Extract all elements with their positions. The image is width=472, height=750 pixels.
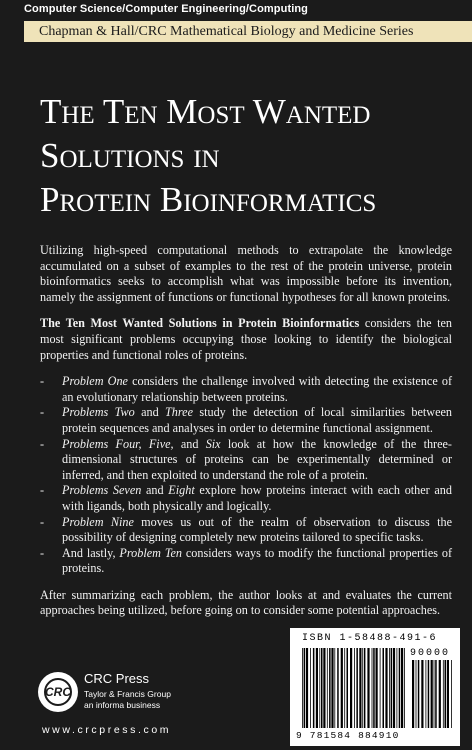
problem-text: explore how proteins interact with each other and with ligands, both physically and logically. [62,483,452,513]
problem-list [40,374,452,577]
barcode-bar [412,660,414,728]
barcode-bar [391,648,393,728]
barcode-main [302,648,406,728]
barcode-bar [327,648,328,728]
intro-paragraph: Utilizing high-speed computational methods to extrapolate the knowledge accumulated on a subset of examples to the rest of the protein universe, protein bioinformatics seeks to accomplish what was impossible before its invention, namely the assignment of functions or functional hypotheses for all known proteins. [40,243,452,304]
barcode-bar [401,648,403,728]
isbn-addon-code: 90000 [409,648,450,659]
barcode-bar [306,648,308,728]
problem-text: study the detection of local similarities between protein sequences and analyses in order to determine functional assignment. [62,405,452,435]
barcode-bar [439,660,441,728]
barcode-bar [331,648,333,728]
barcode-bar [435,660,437,728]
barcode-bar [316,648,318,728]
list-item [40,483,452,514]
list-item [40,515,452,546]
title-line-2: Solutions in [40,136,220,175]
barcode-bar [428,660,430,728]
barcode-bar [416,660,417,728]
barcode-bar [434,660,435,728]
isbn-barcode-box [290,628,460,746]
problem-name: Eight [168,483,195,498]
barcode-bar [321,648,323,728]
barcode-bar [319,648,320,728]
summary-paragraph [40,316,452,363]
publisher-website[interactable]: www.crcpress.com [42,724,172,736]
problem-text: considers the challenge involved with detecting the existence of an evolutionary relationship between proteins. [62,374,452,404]
barcode-bar [341,648,343,728]
closing-paragraph: After summarizing each problem, the author looks at and evaluates the current approaches being utilized, before going on to consider some potential approaches. [40,587,452,618]
barcode-bar [344,648,345,728]
problem-prefix: And lastly, [62,545,120,560]
barcode-bar [323,648,325,728]
barcode-bar [451,660,452,728]
barcode-bar [443,660,444,728]
problem-name: Problems Seven [62,483,142,498]
barcode-addon [412,660,452,728]
barcode-bar [359,648,361,728]
barcode-bar [334,648,335,728]
barcode-bar [383,648,385,728]
barcode-bar [418,660,420,728]
list-item [40,405,452,436]
list-item [40,374,452,405]
problem-text: considers ways to modify the functional properties of proteins. [62,545,453,576]
barcode-bar [302,648,303,728]
barcode-bar [356,648,358,728]
barcode-bar [399,648,401,728]
barcode-bar [372,648,373,728]
problem-text: moves us out of the realm of observation to discuss the possibility of designing completely new proteins tailored to specific tasks. [62,514,452,545]
publisher-subtitle [84,689,171,711]
barcode-bar [350,648,352,728]
barcode-bar [385,648,387,728]
list-item [40,437,452,484]
title-line-1: The Ten Most Wanted [40,92,371,131]
barcode-bar [373,648,375,728]
book-title-bold: The Ten Most Wanted Solutions in Protein Bioinformatics [40,316,360,331]
problem-text: look at how the knowledge of the three-dimensional structures of proteins can be experimentally determined or inferred, and then exploited to understand the role of a protein. [62,436,452,482]
problem-name: Problems Two [62,405,135,420]
publisher-name: CRC Press [84,671,150,686]
barcode-bar [364,648,366,728]
publisher-group: Taylor & Francis Group [84,689,171,699]
logo-text: CRC [45,685,71,699]
book-title [40,90,460,222]
category-label: Computer Science/Computer Engineering/Computing [24,3,308,15]
problem-joiner: and [173,436,206,451]
problem-joiner: and [134,405,166,420]
back-cover-description [40,243,452,630]
series-banner: Chapman & Hall/CRC Mathematical Biology and Medicine Series [24,21,472,42]
barcode-bar [367,648,369,728]
barcode-bar [304,648,306,728]
barcode-bar [404,648,405,728]
barcode-bar [389,648,390,728]
barcode-digits: 9 781584 884910 [296,730,400,741]
barcode-bar [347,648,349,728]
barcode-bar [393,648,395,728]
barcode-bar [445,660,447,728]
barcode-bar [362,648,363,728]
barcode-bar [354,648,355,728]
barcode-bar [380,648,381,728]
problem-joiner: and [141,483,169,498]
list-item [40,546,452,577]
problem-name: Three [165,405,193,420]
problem-name: Problems Four, Five, [62,436,174,451]
barcode-bar [397,648,398,728]
barcode-bar [337,648,339,728]
problem-name: Problem Ten [119,545,182,560]
barcode-bar [329,648,331,728]
barcode-bar [426,660,427,728]
publisher-tagline: an informa business [84,700,161,710]
problem-name: Problem Nine [62,514,134,529]
title-line-3: Protein Bioinformatics [40,180,377,219]
summary-rest: considers the ten most significant problems occupying those looking to identify the biological properties and functional roles of proteins. [40,316,452,362]
isbn-label: ISBN 1-58488-491-6 [302,633,438,644]
barcode-bar [310,648,311,728]
barcode-bar [376,648,378,728]
barcode-bar [431,660,433,728]
crc-logo-icon [36,670,80,714]
barcode-bar [313,648,315,728]
problem-name: Problem One [62,374,128,389]
barcode-bar [447,660,449,728]
barcode-bar [421,660,423,728]
problem-name: Six [205,436,221,451]
